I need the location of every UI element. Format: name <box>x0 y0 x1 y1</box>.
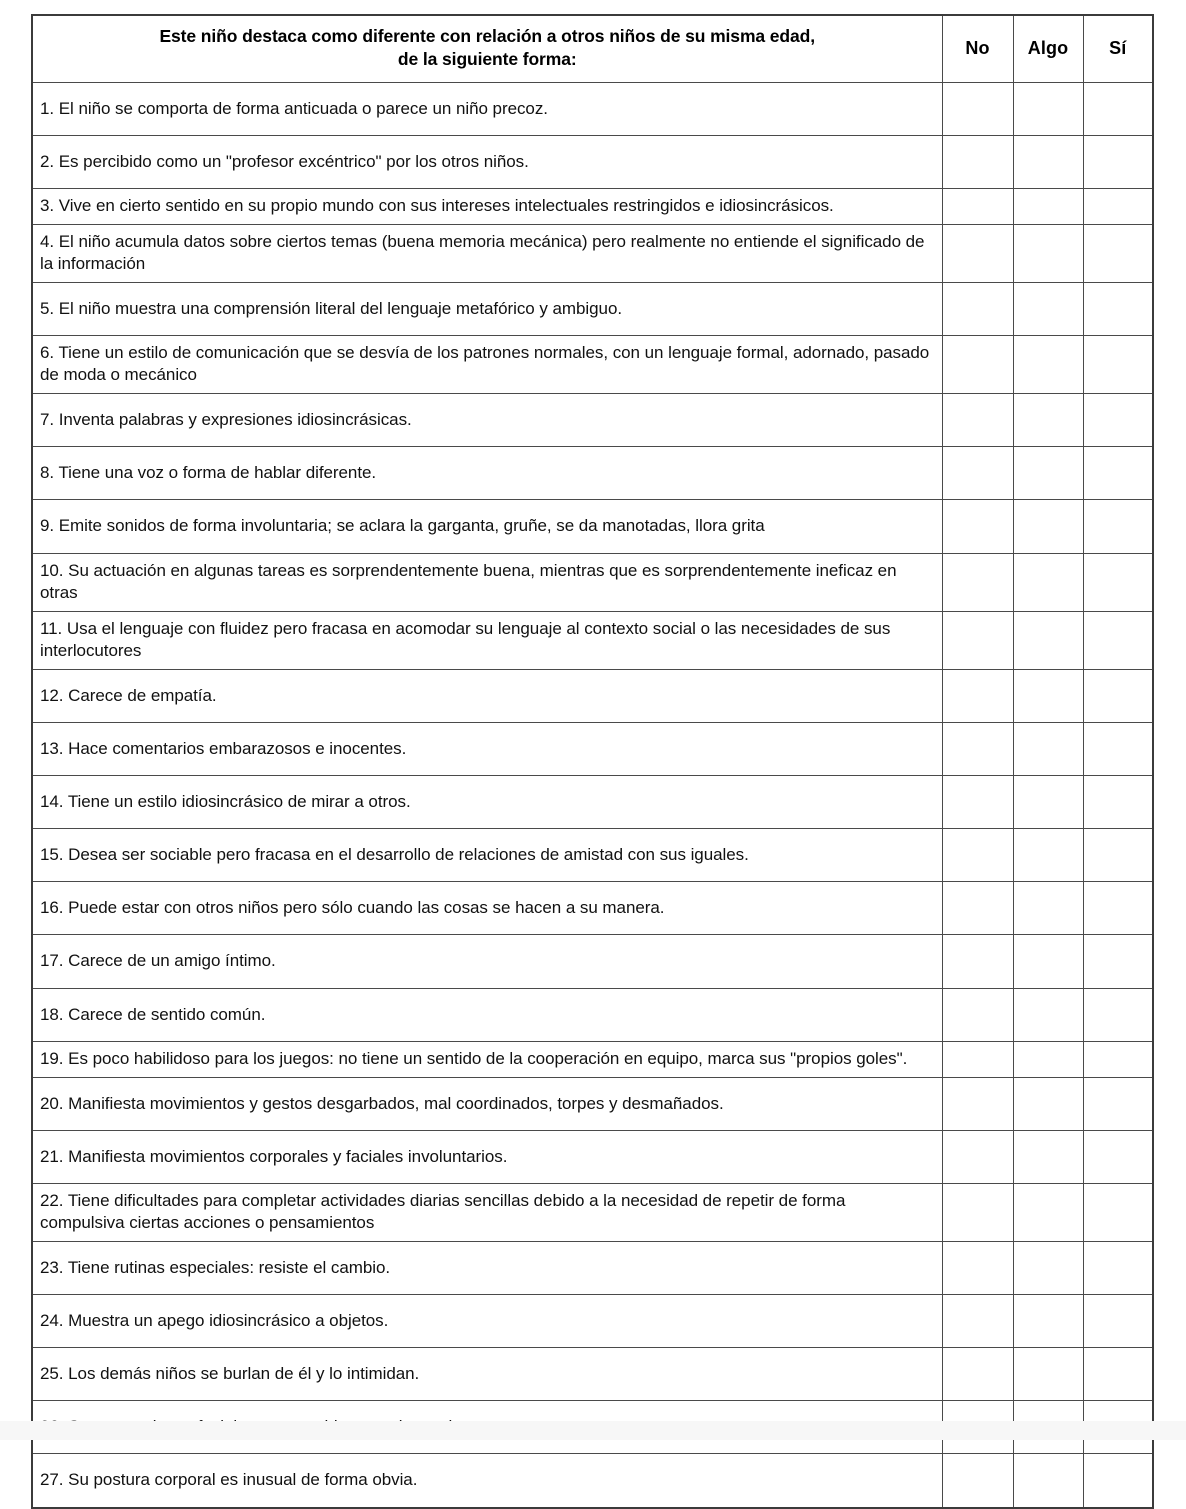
item-text: 9. Emite sonidos de forma involuntaria; se aclara la garganta, gruñe, se da manotadas, llora grita <box>32 500 942 553</box>
table-row <box>32 1242 1153 1295</box>
item-text: 27. Su postura corporal es inusual de forma obvia. <box>32 1454 942 1508</box>
table-row <box>32 500 1153 553</box>
item-text: 24. Muestra un apego idiosincrásico a objetos. <box>32 1295 942 1348</box>
page-bottom-strip <box>0 1421 1186 1440</box>
answer-cell-no[interactable] <box>942 776 1013 829</box>
answer-cell-algo[interactable] <box>1013 394 1083 447</box>
answer-cell-no[interactable] <box>942 553 1013 611</box>
answer-cell-no[interactable] <box>942 135 1013 188</box>
table-row <box>32 829 1153 882</box>
answer-cell-si[interactable] <box>1083 1348 1153 1401</box>
answer-cell-algo[interactable] <box>1013 135 1083 188</box>
answer-cell-algo[interactable] <box>1013 1041 1083 1077</box>
answer-cell-no[interactable] <box>942 723 1013 776</box>
answer-cell-algo[interactable] <box>1013 611 1083 669</box>
questionnaire-table <box>31 14 1154 1509</box>
item-text: 12. Carece de empatía. <box>32 669 942 722</box>
answer-cell-si[interactable] <box>1083 1183 1153 1241</box>
answer-cell-si[interactable] <box>1083 1130 1153 1183</box>
table-row <box>32 1183 1153 1241</box>
answer-cell-algo[interactable] <box>1013 1130 1083 1183</box>
answer-cell-algo[interactable] <box>1013 336 1083 394</box>
answer-cell-si[interactable] <box>1083 394 1153 447</box>
answer-cell-no[interactable] <box>942 935 1013 988</box>
item-text: 4. El niño acumula datos sobre ciertos temas (buena memoria mecánica) pero realmente no entiende el significado de la información <box>32 224 942 282</box>
answer-cell-si[interactable] <box>1083 336 1153 394</box>
answer-cell-no[interactable] <box>942 447 1013 500</box>
answer-cell-no[interactable] <box>942 82 1013 135</box>
answer-cell-algo[interactable] <box>1013 1348 1083 1401</box>
item-text: 8. Tiene una voz o forma de hablar diferente. <box>32 447 942 500</box>
answer-cell-no[interactable] <box>942 1295 1013 1348</box>
answer-cell-no[interactable] <box>942 336 1013 394</box>
item-text: 19. Es poco habilidoso para los juegos: no tiene un sentido de la cooperación en equipo, marca sus "propios goles". <box>32 1041 942 1077</box>
answer-cell-algo[interactable] <box>1013 1295 1083 1348</box>
answer-cell-no[interactable] <box>942 1041 1013 1077</box>
header-option-no: No <box>942 15 1013 82</box>
answer-cell-algo[interactable] <box>1013 988 1083 1041</box>
table-row <box>32 1295 1153 1348</box>
answer-cell-algo[interactable] <box>1013 447 1083 500</box>
item-text: 20. Manifiesta movimientos y gestos desgarbados, mal coordinados, torpes y desmañados. <box>32 1077 942 1130</box>
answer-cell-algo[interactable] <box>1013 829 1083 882</box>
header-option-algo: Algo <box>1013 15 1083 82</box>
table-row <box>32 776 1153 829</box>
answer-cell-no[interactable] <box>942 1242 1013 1295</box>
answer-cell-si[interactable] <box>1083 1454 1153 1508</box>
table-header <box>32 15 1153 82</box>
answer-cell-si[interactable] <box>1083 669 1153 722</box>
answer-cell-no[interactable] <box>942 1130 1013 1183</box>
answer-cell-si[interactable] <box>1083 224 1153 282</box>
item-text: 14. Tiene un estilo idiosincrásico de mirar a otros. <box>32 776 942 829</box>
item-text: 6. Tiene un estilo de comunicación que se desvía de los patrones normales, con un lenguaje formal, adornado, pasado de moda o mecánico <box>32 336 942 394</box>
table-row <box>32 553 1153 611</box>
table-row <box>32 935 1153 988</box>
header-row <box>32 15 1153 82</box>
header-option-si: Sí <box>1083 15 1153 82</box>
table-row <box>32 135 1153 188</box>
answer-cell-no[interactable] <box>942 611 1013 669</box>
item-text: 25. Los demás niños se burlan de él y lo intimidan. <box>32 1348 942 1401</box>
item-text: 15. Desea ser sociable pero fracasa en el desarrollo de relaciones de amistad con sus iguales. <box>32 829 942 882</box>
table-row <box>32 988 1153 1041</box>
item-text: 16. Puede estar con otros niños pero sólo cuando las cosas se hacen a su manera. <box>32 882 942 935</box>
answer-cell-si[interactable] <box>1083 553 1153 611</box>
answer-cell-no[interactable] <box>942 669 1013 722</box>
table-row <box>32 82 1153 135</box>
answer-cell-algo[interactable] <box>1013 669 1083 722</box>
answer-cell-si[interactable] <box>1083 723 1153 776</box>
answer-cell-algo[interactable] <box>1013 188 1083 224</box>
answer-cell-si[interactable] <box>1083 188 1153 224</box>
table-row <box>32 1041 1153 1077</box>
answer-cell-si[interactable] <box>1083 882 1153 935</box>
answer-cell-algo[interactable] <box>1013 776 1083 829</box>
answer-cell-no[interactable] <box>942 1183 1013 1241</box>
answer-cell-si[interactable] <box>1083 935 1153 988</box>
answer-cell-no[interactable] <box>942 500 1013 553</box>
answer-cell-algo[interactable] <box>1013 82 1083 135</box>
item-text: 17. Carece de un amigo íntimo. <box>32 935 942 988</box>
table-row <box>32 283 1153 336</box>
answer-cell-algo[interactable] <box>1013 283 1083 336</box>
table-body <box>32 82 1153 1508</box>
answer-cell-si[interactable] <box>1083 447 1153 500</box>
answer-cell-algo[interactable] <box>1013 1454 1083 1508</box>
table-row <box>32 224 1153 282</box>
answer-cell-algo[interactable] <box>1013 1077 1083 1130</box>
answer-cell-no[interactable] <box>942 882 1013 935</box>
item-text: 23. Tiene rutinas especiales: resiste el cambio. <box>32 1242 942 1295</box>
item-text: 7. Inventa palabras y expresiones idiosincrásicas. <box>32 394 942 447</box>
item-text: 2. Es percibido como un "profesor excéntrico" por los otros niños. <box>32 135 942 188</box>
table-row <box>32 336 1153 394</box>
answer-cell-si[interactable] <box>1083 1077 1153 1130</box>
answer-cell-si[interactable] <box>1083 988 1153 1041</box>
answer-cell-algo[interactable] <box>1013 224 1083 282</box>
answer-cell-si[interactable] <box>1083 776 1153 829</box>
table-row <box>32 1454 1153 1508</box>
header-prompt <box>32 15 942 82</box>
table-row <box>32 882 1153 935</box>
answer-cell-no[interactable] <box>942 988 1013 1041</box>
answer-cell-no[interactable] <box>942 394 1013 447</box>
answer-cell-no[interactable] <box>942 1348 1013 1401</box>
item-text: 22. Tiene dificultades para completar actividades diarias sencillas debido a la necesidad de repetir de forma compulsiva ciertas acciones o pensamientos <box>32 1183 942 1241</box>
item-text: 11. Usa el lenguaje con fluidez pero fracasa en acomodar su lenguaje al contexto social o las necesidades de sus interlocutores <box>32 611 942 669</box>
answer-cell-si[interactable] <box>1083 829 1153 882</box>
answer-cell-no[interactable] <box>942 188 1013 224</box>
answer-cell-no[interactable] <box>942 829 1013 882</box>
answer-cell-algo[interactable] <box>1013 723 1083 776</box>
item-text: 13. Hace comentarios embarazosos e inocentes. <box>32 723 942 776</box>
table-row <box>32 188 1153 224</box>
item-text: 21. Manifiesta movimientos corporales y faciales involuntarios. <box>32 1130 942 1183</box>
answer-cell-si[interactable] <box>1083 1242 1153 1295</box>
table-row <box>32 1348 1153 1401</box>
answer-cell-algo[interactable] <box>1013 882 1083 935</box>
answer-cell-si[interactable] <box>1083 611 1153 669</box>
answer-cell-si[interactable] <box>1083 1041 1153 1077</box>
item-text: 5. El niño muestra una comprensión literal del lenguaje metafórico y ambiguo. <box>32 283 942 336</box>
item-text: 10. Su actuación en algunas tareas es sorprendentemente buena, mientras que es sorprendentemente ineficaz en otras <box>32 553 942 611</box>
table-row <box>32 669 1153 722</box>
table-row <box>32 723 1153 776</box>
header-prompt-line-1: Este niño destaca como diferente con relación a otros niños de su misma edad, <box>159 26 816 46</box>
table-row <box>32 611 1153 669</box>
item-text: 1. El niño se comporta de forma anticuada o parece un niño precoz. <box>32 82 942 135</box>
item-text: 3. Vive en cierto sentido en su propio mundo con sus intereses intelectuales restringidos e idiosincrásicos. <box>32 188 942 224</box>
item-text: 18. Carece de sentido común. <box>32 988 942 1041</box>
answer-cell-si[interactable] <box>1083 135 1153 188</box>
answer-cell-si[interactable] <box>1083 82 1153 135</box>
answer-cell-si[interactable] <box>1083 1295 1153 1348</box>
table-row <box>32 1077 1153 1130</box>
answer-cell-si[interactable] <box>1083 500 1153 553</box>
answer-cell-algo[interactable] <box>1013 1242 1083 1295</box>
answer-cell-no[interactable] <box>942 1454 1013 1508</box>
answer-cell-algo[interactable] <box>1013 500 1083 553</box>
answer-cell-no[interactable] <box>942 283 1013 336</box>
table-row <box>32 394 1153 447</box>
answer-cell-algo[interactable] <box>1013 553 1083 611</box>
header-prompt-line-2: de la siguiente forma: <box>397 49 577 70</box>
table-row <box>32 447 1153 500</box>
table-row <box>32 1130 1153 1183</box>
answer-cell-si[interactable] <box>1083 283 1153 336</box>
answer-cell-no[interactable] <box>942 1077 1013 1130</box>
answer-cell-algo[interactable] <box>1013 935 1083 988</box>
answer-cell-no[interactable] <box>942 224 1013 282</box>
answer-cell-algo[interactable] <box>1013 1183 1083 1241</box>
